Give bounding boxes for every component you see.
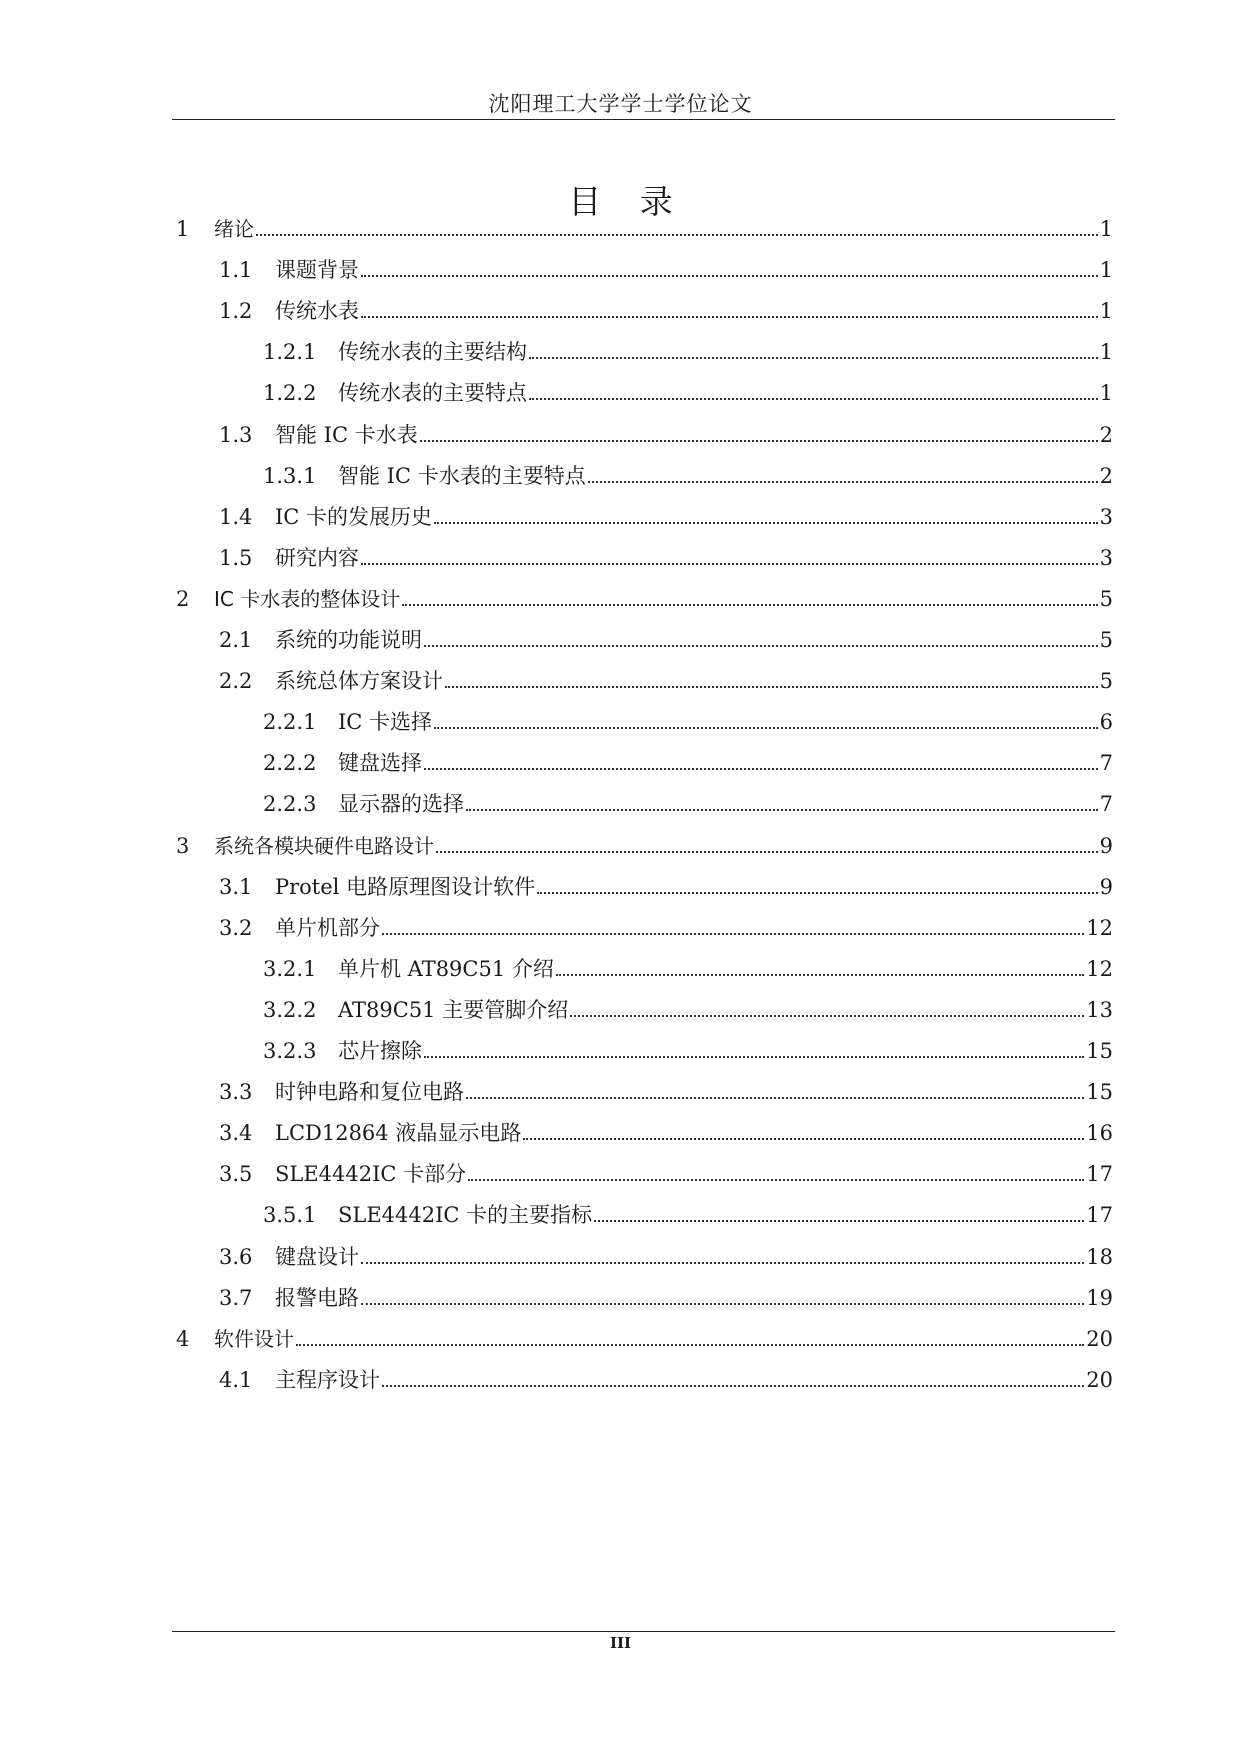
header-rule [172, 119, 1115, 120]
toc-dot-leader [296, 1344, 1084, 1346]
toc-entry-title: 传统水表的主要特点 [338, 381, 527, 405]
toc-entry-page: 3 [1099, 505, 1113, 529]
toc-entry-number: 3.4 [219, 1121, 253, 1145]
toc-entry-number: 1.3.1 [263, 464, 317, 488]
toc-entry-title: IC 卡选择 [338, 710, 433, 734]
toc-entry-number: 2.2 [219, 669, 253, 693]
toc-entry-title: 系统各模块硬件电路设计 [214, 834, 434, 858]
toc-title: 目 录 [568, 182, 687, 221]
toc-entry-number: 1 [176, 217, 190, 241]
toc-dot-leader [382, 933, 1084, 935]
toc-entry-number: 1.2.2 [263, 381, 317, 405]
toc-entry-page: 7 [1099, 792, 1113, 816]
toc-entry-number: 4 [176, 1327, 190, 1351]
toc-entry[interactable] [219, 1235, 1113, 1271]
toc-entry-number: 1.2.1 [263, 340, 317, 364]
toc-entry[interactable] [219, 906, 1113, 942]
toc-dot-leader [556, 974, 1084, 976]
toc-dot-leader [361, 275, 1098, 277]
toc-entry[interactable] [219, 495, 1113, 531]
toc-entry-number: 3.6 [219, 1245, 253, 1269]
toc-entry-page: 17 [1086, 1162, 1113, 1186]
toc-entry-title: IC 卡水表的整体设计 [214, 587, 401, 611]
toc-entry-number: 3.7 [219, 1286, 253, 1310]
toc-entry-number: 2.2.2 [263, 751, 317, 775]
toc-entry-title: 软件设计 [214, 1327, 294, 1351]
toc-entry-number: 1.3 [219, 423, 253, 447]
toc-entry[interactable] [219, 1358, 1113, 1394]
toc-entry-title: LCD12864 液晶显示电路 [275, 1121, 522, 1145]
toc-entry-title: 智能 IC 卡水表的主要特点 [338, 464, 586, 488]
toc-entry[interactable] [263, 1193, 1113, 1229]
toc-entry-number: 3.2.3 [263, 1039, 317, 1063]
toc-entry-title: 传统水表的主要结构 [338, 340, 527, 364]
toc-dot-leader [256, 234, 1098, 236]
toc-dot-leader [468, 1179, 1084, 1181]
toc-entry-page: 1 [1099, 217, 1113, 241]
toc-entry[interactable] [219, 618, 1113, 654]
toc-entry-page: 9 [1099, 875, 1113, 899]
toc-entry-page: 12 [1086, 916, 1113, 940]
toc-entry-title: 绪论 [214, 217, 254, 241]
toc-entry-number: 1.5 [219, 546, 253, 570]
toc-entry-title: 研究内容 [275, 546, 359, 570]
toc-dot-leader [594, 1220, 1084, 1222]
toc-entry[interactable] [219, 1111, 1113, 1147]
toc-entry-page: 1 [1099, 340, 1113, 364]
page-number: III [609, 1634, 632, 1652]
toc-entry-title: 智能 IC 卡水表 [275, 423, 418, 447]
running-header: 沈阳理工大学学士学位论文 [488, 92, 753, 116]
toc-entry-page: 2 [1099, 423, 1113, 447]
toc-entry-number: 2.2.3 [263, 792, 317, 816]
toc-entry[interactable] [263, 371, 1113, 407]
toc-dot-leader [466, 809, 1098, 811]
toc-entry-page: 1 [1099, 258, 1113, 282]
toc-dot-leader [570, 1015, 1084, 1017]
toc-entry-title: 显示器的选择 [338, 792, 464, 816]
toc-entry-title: 系统总体方案设计 [275, 669, 443, 693]
toc-entry-title: 课题背景 [275, 258, 359, 282]
toc-entry-title: 键盘选择 [338, 751, 422, 775]
toc-entry-title: Protel 电路原理图设计软件 [275, 875, 536, 899]
toc-dot-leader [420, 440, 1098, 442]
toc-entry-page: 5 [1099, 669, 1113, 693]
toc-entry-title: 单片机部分 [275, 916, 380, 940]
toc-entry-number: 1.2 [219, 299, 253, 323]
toc-dot-leader [529, 398, 1098, 400]
toc-entry-number: 1.1 [219, 258, 253, 282]
toc-entry-title: 时钟电路和复位电路 [275, 1080, 464, 1104]
toc-entry[interactable] [263, 741, 1113, 777]
toc-entry-number: 2 [176, 587, 190, 611]
toc-entry[interactable] [219, 536, 1113, 572]
toc-dot-leader [434, 727, 1098, 729]
toc-entry[interactable] [219, 413, 1113, 449]
toc-entry[interactable] [176, 1317, 1113, 1353]
toc-entry[interactable] [263, 454, 1113, 490]
toc-entry[interactable] [263, 700, 1113, 736]
toc-entry[interactable] [219, 865, 1113, 901]
toc-entry-title: 主程序设计 [275, 1368, 380, 1392]
toc-entry[interactable] [219, 1070, 1113, 1106]
toc-entry-page: 7 [1099, 751, 1113, 775]
toc-dot-leader [424, 768, 1098, 770]
toc-entry-page: 1 [1099, 381, 1113, 405]
toc-entry-page: 19 [1086, 1286, 1113, 1310]
toc-entry-title: AT89C51 主要管脚介绍 [338, 998, 569, 1022]
toc-entry-number: 3.2.1 [263, 957, 317, 981]
toc-entry-number: 1.4 [219, 505, 253, 529]
toc-entry[interactable] [263, 947, 1113, 983]
toc-entry-page: 13 [1086, 998, 1113, 1022]
toc-entry-title: 单片机 AT89C51 介绍 [338, 957, 554, 981]
toc-entry-page: 9 [1099, 834, 1113, 858]
toc-dot-leader [436, 851, 1098, 853]
toc-dot-leader [402, 604, 1097, 606]
toc-dot-leader [361, 316, 1098, 318]
toc-entry-title: 传统水表 [275, 299, 359, 323]
toc-entry-number: 3.2 [219, 916, 253, 940]
toc-entry-number: 2.2.1 [263, 710, 317, 734]
toc-entry-number: 3.5 [219, 1162, 253, 1186]
toc-entry-page: 5 [1099, 587, 1113, 611]
toc-dot-leader [424, 1056, 1084, 1058]
toc-entry-number: 2.1 [219, 628, 253, 652]
toc-dot-leader [445, 686, 1098, 688]
toc-dot-leader [424, 645, 1098, 647]
toc-dot-leader [466, 1097, 1084, 1099]
toc-entry-title: 芯片擦除 [338, 1039, 422, 1063]
toc-entry-page: 15 [1086, 1080, 1113, 1104]
toc-entry-page: 12 [1086, 957, 1113, 981]
toc-entry[interactable] [219, 1152, 1113, 1188]
toc-dot-leader [382, 1385, 1084, 1387]
toc-dot-leader [361, 563, 1098, 565]
toc-dot-leader [361, 1262, 1084, 1264]
toc-entry-title: SLE4442IC 卡部分 [275, 1162, 467, 1186]
toc-entry[interactable] [176, 207, 1113, 243]
toc-entry[interactable] [219, 289, 1113, 325]
toc-entry[interactable] [219, 659, 1113, 695]
toc-entry-page: 3 [1099, 546, 1113, 570]
toc-entry-page: 18 [1086, 1245, 1113, 1269]
toc-entry-title: SLE4442IC 卡的主要指标 [338, 1203, 593, 1227]
toc-entry-page: 5 [1099, 628, 1113, 652]
toc-entry-page: 6 [1099, 710, 1113, 734]
toc-entry-page: 17 [1086, 1203, 1113, 1227]
toc-dot-leader [529, 357, 1098, 359]
toc-entry[interactable] [263, 988, 1113, 1024]
toc-entry[interactable] [263, 782, 1113, 818]
toc-dot-leader [434, 522, 1098, 524]
toc-entry[interactable] [263, 330, 1113, 366]
toc-entry-number: 3.3 [219, 1080, 253, 1104]
toc-dot-leader [523, 1138, 1084, 1140]
toc-entry-page: 16 [1086, 1121, 1113, 1145]
toc-entry[interactable] [176, 824, 1113, 860]
toc-entry-number: 3.2.2 [263, 998, 317, 1022]
toc-entry-title: 键盘设计 [275, 1245, 359, 1269]
toc-entry-title: IC 卡的发展历史 [275, 505, 433, 529]
toc-entry-title: 系统的功能说明 [275, 628, 422, 652]
toc-entry[interactable] [176, 577, 1113, 613]
toc-entry-page: 20 [1086, 1327, 1113, 1351]
toc-dot-leader [588, 481, 1098, 483]
toc-entry-page: 20 [1086, 1368, 1113, 1392]
toc-entry-page: 2 [1099, 464, 1113, 488]
toc-entry-number: 3.1 [219, 875, 253, 899]
toc-entry-page: 15 [1086, 1039, 1113, 1063]
toc-entry[interactable] [263, 1029, 1113, 1065]
toc-dot-leader [537, 892, 1098, 894]
toc-entry-page: 1 [1099, 299, 1113, 323]
toc-entry-number: 3.5.1 [263, 1203, 317, 1227]
toc-dot-leader [361, 1303, 1084, 1305]
toc-entry[interactable] [219, 248, 1113, 284]
toc-entry-number: 3 [176, 834, 190, 858]
toc-entry-number: 4.1 [219, 1368, 253, 1392]
toc-entry[interactable] [219, 1276, 1113, 1312]
footer-rule [172, 1631, 1115, 1632]
toc-entry-title: 报警电路 [275, 1286, 359, 1310]
